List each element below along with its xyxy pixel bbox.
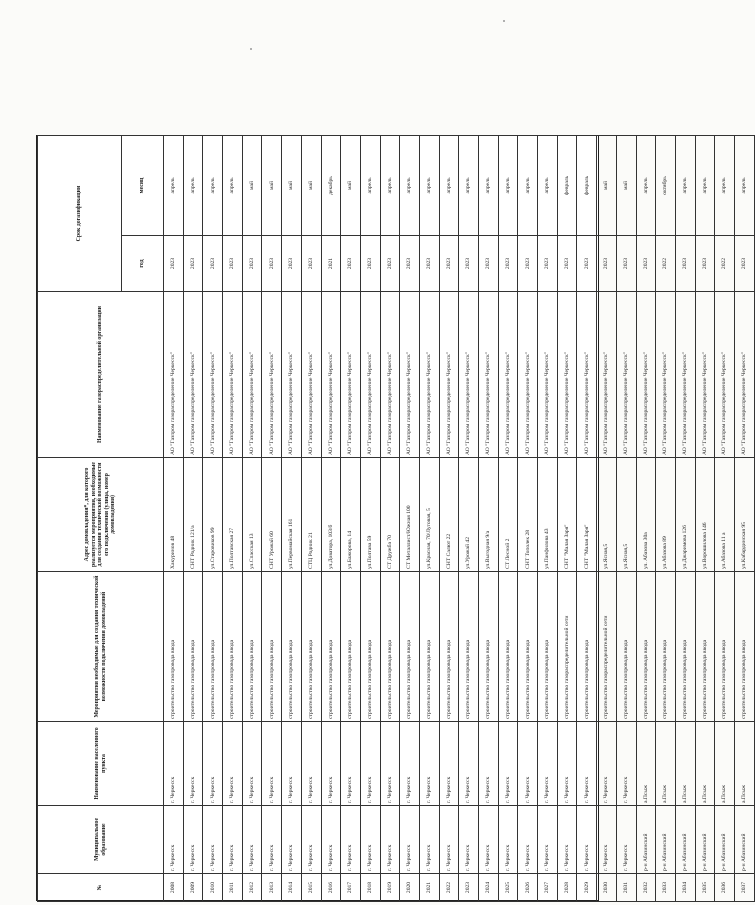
header-num: №: [38, 874, 164, 902]
cell-num: 2022: [439, 874, 459, 902]
cell-year: 2022: [715, 236, 735, 292]
cell-locality: г. Черкесск: [341, 722, 361, 806]
cell-organization: АО "Газпром газораспределение Черкесск": [479, 292, 499, 458]
cell-month: апрель: [538, 136, 558, 236]
cell-organization: АО "Газпром газораспределение Черкесск": [262, 292, 282, 458]
cell-num: 2020: [400, 874, 420, 902]
rotated-table-container: [37, 136, 748, 902]
cell-year: 2023: [183, 236, 203, 292]
cell-year: 2022: [656, 236, 676, 292]
cell-year: 2023: [695, 236, 715, 292]
header-organization: Наименование газораспределительной организации: [38, 292, 164, 458]
table-row: [538, 136, 558, 902]
cell-num: 2034: [675, 874, 695, 902]
cell-address: СТЦ Родник 21: [301, 458, 321, 572]
cell-num: 2012: [242, 874, 262, 902]
cell-month: апрель: [518, 136, 538, 236]
cell-organization: АО "Газпром газораспределение Черкесск": [636, 292, 656, 458]
cell-municipality: г. Черкесск: [360, 806, 380, 874]
cell-organization: АО "Газпром газораспределение Черкесск": [675, 292, 695, 458]
header-measures: Мероприятия необходимые для создания технической возможности подключения домовладений: [38, 572, 164, 722]
cell-month: май: [301, 136, 321, 236]
cell-month: апрель: [223, 136, 243, 236]
table-row: [282, 136, 302, 902]
cell-address: ул.Урожай 42: [459, 458, 479, 572]
cell-locality: г. Черкесск: [400, 722, 420, 806]
cell-municipality: г. Черкесск: [439, 806, 459, 874]
cell-month: апрель: [400, 136, 420, 236]
cell-measure: строительство газопровода ввода: [675, 572, 695, 722]
cell-organization: АО "Газпром газораспределение Черкесск": [734, 292, 754, 458]
cell-municipality: р-н Абазинский: [675, 806, 695, 874]
cell-municipality: г. Черкесск: [616, 806, 636, 874]
scan-speck: [250, 48, 252, 50]
cell-num: 2021: [419, 874, 439, 902]
cell-measure: строительство газораспределительной сети: [597, 572, 617, 722]
cell-municipality: г. Черкесск: [301, 806, 321, 874]
header-locality: Наименование населенного пункта: [38, 722, 164, 806]
cell-address: ул.Выгодная 9/а: [479, 458, 499, 572]
cell-locality: г. Черкесск: [439, 722, 459, 806]
cell-month: апрель: [715, 136, 735, 236]
cell-address: ул.Ясная,5: [616, 458, 636, 572]
table-row: [479, 136, 499, 902]
cell-measure: строительство газопровода ввода: [734, 572, 754, 722]
cell-measure: строительство газопровода ввода: [380, 572, 400, 722]
cell-measure: строительство газопровода ввода: [715, 572, 735, 722]
cell-municipality: г. Черкесск: [518, 806, 538, 874]
table-row: [675, 136, 695, 902]
cell-locality: г. Черкесск: [223, 722, 243, 806]
cell-num: 2030: [597, 874, 617, 902]
cell-year: 2023: [380, 236, 400, 292]
table-row: [597, 136, 617, 902]
cell-year: 2023: [341, 236, 361, 292]
cell-measure: строительство газопровода ввода: [498, 572, 518, 722]
cell-address: Хакуринов 48: [164, 458, 184, 572]
cell-year: 2023: [282, 236, 302, 292]
cell-num: 2016: [321, 874, 341, 902]
cell-municipality: г. Черкесск: [203, 806, 223, 874]
table-row: [400, 136, 420, 902]
cell-month: апрель: [734, 136, 754, 236]
cell-measure: строительство газопровода ввода: [262, 572, 282, 722]
cell-measure: строительство газопровода ввода: [301, 572, 321, 722]
cell-locality: а.Псыж: [656, 722, 676, 806]
cell-year: 2023: [577, 236, 597, 292]
cell-measure: строительство газопровода ввода: [419, 572, 439, 722]
cell-locality: г. Черкесск: [538, 722, 558, 806]
cell-month: апрель: [459, 136, 479, 236]
cell-organization: АО "Газпром газораспределение Черкесск": [715, 292, 735, 458]
table-row: [262, 136, 282, 902]
cell-locality: г. Черкесск: [282, 722, 302, 806]
cell-year: 2023: [636, 236, 656, 292]
cell-address: ул.Ворошилова 146: [695, 458, 715, 572]
cell-num: 2010: [203, 874, 223, 902]
cell-num: 2008: [164, 874, 184, 902]
table-row: [164, 136, 184, 902]
cell-locality: г. Черкесск: [419, 722, 439, 806]
cell-organization: АО "Газпром газораспределение Черкесск": [242, 292, 262, 458]
cell-address: СНТ "Малая Заря": [557, 458, 577, 572]
cell-num: 2028: [557, 874, 577, 902]
cell-measure: строительство газопровода ввода: [282, 572, 302, 722]
cell-address: ул.Джаримова 126: [675, 458, 695, 572]
cell-municipality: г. Черкесск: [538, 806, 558, 874]
table-row: [695, 136, 715, 902]
cell-year: 2023: [419, 236, 439, 292]
document-page: [36, 135, 748, 901]
table-row: [518, 136, 538, 902]
cell-locality: г. Черкесск: [479, 722, 499, 806]
cell-month: май: [282, 136, 302, 236]
cell-measure: строительство газопровода ввода: [439, 572, 459, 722]
cell-year: 2023: [400, 236, 420, 292]
cell-measure: строительство газопровода ввода: [400, 572, 420, 722]
cell-year: 2023: [360, 236, 380, 292]
cell-organization: АО "Газпром газораспределение Черкесск": [656, 292, 676, 458]
cell-organization: АО "Газпром газораспределение Черкесск": [597, 292, 617, 458]
cell-address: ул.Абазова 89: [656, 458, 676, 572]
cell-municipality: г. Черкесск: [597, 806, 617, 874]
cell-month: апрель: [439, 136, 459, 236]
cell-address: ул.Доватора, 103/б: [321, 458, 341, 572]
table-row: [734, 136, 754, 902]
cell-num: 2017: [341, 874, 361, 902]
cell-locality: г. Черкесск: [301, 722, 321, 806]
cell-address: ул.Панфилова 43: [538, 458, 558, 572]
cell-locality: г. Черкесск: [577, 722, 597, 806]
cell-year: 2023: [242, 236, 262, 292]
cell-locality: а.Псыж: [636, 722, 656, 806]
cell-organization: АО "Газпром газораспределение Черкесск": [518, 292, 538, 458]
header-address: Адрес домовладения*, для которого реализуется мероприятия, необходимые для создания технической возможности его подключения (улица, номер домовладения): [38, 458, 164, 572]
cell-locality: г. Черкесск: [262, 722, 282, 806]
cell-month: май: [262, 136, 282, 236]
cell-address: СТ Металлист/Южная 100: [400, 458, 420, 572]
cell-month: апрель: [380, 136, 400, 236]
cell-year: 2023: [734, 236, 754, 292]
cell-address: СТ Лесной 2: [498, 458, 518, 572]
cell-month: май: [597, 136, 617, 236]
cell-locality: г. Черкесск: [616, 722, 636, 806]
cell-municipality: г. Черкесск: [321, 806, 341, 874]
cell-num: 2019: [380, 874, 400, 902]
cell-measure: строительство газопровода ввода: [479, 572, 499, 722]
cell-month: апрель: [479, 136, 499, 236]
cell-address: ул.Полтавская 27: [223, 458, 243, 572]
cell-locality: г. Черкесск: [597, 722, 617, 806]
cell-locality: г. Черкесск: [321, 722, 341, 806]
cell-year: 2023: [301, 236, 321, 292]
cell-municipality: г. Черкесск: [341, 806, 361, 874]
cell-address: СТ Дружба 70: [380, 458, 400, 572]
table-row: [439, 136, 459, 902]
cell-year: 2023: [538, 236, 558, 292]
table-header: [38, 136, 164, 902]
cell-measure: строительство газопровода ввода: [341, 572, 361, 722]
header-deadline: Срок догазификации: [38, 136, 122, 292]
cell-measure: строительство газопровода ввода: [223, 572, 243, 722]
cell-address: ул. Абазова 30а: [636, 458, 656, 572]
cell-num: 2026: [518, 874, 538, 902]
cell-month: май: [242, 136, 262, 236]
cell-municipality: р-н Абазинский: [715, 806, 735, 874]
table-row: [183, 136, 203, 902]
cell-year: 2023: [479, 236, 499, 292]
table-row: [498, 136, 518, 902]
cell-num: 2032: [636, 874, 656, 902]
cell-municipality: г. Черкесск: [242, 806, 262, 874]
cell-measure: строительство газораспределительной сети: [557, 572, 577, 722]
cell-locality: г. Черкесск: [380, 722, 400, 806]
cell-month: апрель: [183, 136, 203, 236]
cell-month: апрель: [498, 136, 518, 236]
cell-measure: строительство газопровода ввода: [695, 572, 715, 722]
cell-year: 2021: [321, 236, 341, 292]
cell-num: 2018: [360, 874, 380, 902]
table-body: [164, 136, 755, 902]
cell-municipality: г. Черкесск: [282, 806, 302, 874]
header-month: месяц: [122, 136, 164, 236]
cell-measure: строительство газопровода ввода: [518, 572, 538, 722]
cell-organization: АО "Газпром газораспределение Черкесск": [419, 292, 439, 458]
cell-address: ул.Бажорова, 14: [341, 458, 361, 572]
cell-num: 2037: [734, 874, 754, 902]
table-row: [636, 136, 656, 902]
cell-measure: строительство газопровода ввода: [164, 572, 184, 722]
cell-organization: АО "Газпром газораспределение Черкесск": [695, 292, 715, 458]
gasification-table: [37, 135, 755, 902]
cell-address: СНТ Тополек 28: [518, 458, 538, 572]
cell-num: 2009: [183, 874, 203, 902]
cell-municipality: г. Черкесск: [557, 806, 577, 874]
cell-organization: АО "Газпром газораспределение Черкесск": [183, 292, 203, 458]
cell-num: 2025: [498, 874, 518, 902]
cell-year: 2023: [203, 236, 223, 292]
cell-measure: строительство газопровода ввода: [242, 572, 262, 722]
cell-num: 2013: [262, 874, 282, 902]
cell-num: 2027: [538, 874, 558, 902]
cell-year: 2023: [675, 236, 695, 292]
cell-measure: строительство газопровода ввода: [538, 572, 558, 722]
cell-num: 2033: [656, 874, 676, 902]
cell-address: ул.Абазова 11 а: [715, 458, 735, 572]
cell-num: 2031: [616, 874, 636, 902]
cell-organization: АО "Газпром газораспределение Черкесск": [538, 292, 558, 458]
cell-address: ул.Кабардинская 95: [734, 458, 754, 572]
cell-month: октябрь: [656, 136, 676, 236]
cell-locality: г. Черкесск: [183, 722, 203, 806]
cell-organization: АО "Газпром газораспределение Черкесск": [498, 292, 518, 458]
cell-year: 2023: [597, 236, 617, 292]
cell-measure: строительство газопровода ввода: [183, 572, 203, 722]
cell-organization: АО "Газпром газораспределение Черкесск": [616, 292, 636, 458]
cell-address: СНТ Родник 121/а: [183, 458, 203, 572]
cell-organization: АО "Газпром газораспределение Черкесск": [223, 292, 243, 458]
cell-locality: г. Черкесск: [242, 722, 262, 806]
cell-locality: г. Черкесск: [498, 722, 518, 806]
cell-organization: АО "Газпром газораспределение Черкесск": [380, 292, 400, 458]
cell-year: 2023: [498, 236, 518, 292]
cell-locality: а.Псыж: [734, 722, 754, 806]
cell-year: 2023: [616, 236, 636, 292]
cell-month: апрель: [636, 136, 656, 236]
cell-year: 2023: [518, 236, 538, 292]
cell-organization: АО "Газпром газораспределение Черкесск": [203, 292, 223, 458]
cell-year: 2023: [262, 236, 282, 292]
cell-num: 2023: [459, 874, 479, 902]
cell-month: декабрь: [321, 136, 341, 236]
cell-address: ул.Красная, 70/Луговая, 5: [419, 458, 439, 572]
cell-measure: строительство газопровода ввода: [360, 572, 380, 722]
table-row: [577, 136, 597, 902]
cell-municipality: г. Черкесск: [479, 806, 499, 874]
cell-address: СНТ Урожай 60: [262, 458, 282, 572]
cell-organization: АО "Газпром газораспределение Черкесск": [321, 292, 341, 458]
cell-measure: строительство газопровода ввода: [577, 572, 597, 722]
cell-month: апрель: [164, 136, 184, 236]
cell-month: апрель: [675, 136, 695, 236]
cell-month: май: [341, 136, 361, 236]
cell-organization: АО "Газпром газораспределение Черкесск": [439, 292, 459, 458]
cell-locality: г. Черкесск: [360, 722, 380, 806]
table-row: [616, 136, 636, 902]
cell-municipality: г. Черкесск: [262, 806, 282, 874]
cell-municipality: г. Черкесск: [380, 806, 400, 874]
cell-organization: АО "Газпром газораспределение Черкесск": [459, 292, 479, 458]
cell-municipality: г. Черкесск: [459, 806, 479, 874]
table-row: [459, 136, 479, 902]
cell-address: СНТ "Малая Заря": [577, 458, 597, 572]
cell-organization: АО "Газпром газораспределение Черкесск": [400, 292, 420, 458]
table-row: [360, 136, 380, 902]
cell-month: февраль: [577, 136, 597, 236]
cell-measure: строительство газопровода ввода: [656, 572, 676, 722]
cell-municipality: г. Черкесск: [183, 806, 203, 874]
cell-month: февраль: [557, 136, 577, 236]
cell-measure: строительство газопровода ввода: [203, 572, 223, 722]
cell-month: апрель: [695, 136, 715, 236]
cell-year: 2023: [459, 236, 479, 292]
cell-address: ул.Полтава 59: [360, 458, 380, 572]
cell-locality: а.Псыж: [675, 722, 695, 806]
table-row: [341, 136, 361, 902]
cell-organization: АО "Газпром газораспределение Черкесск": [301, 292, 321, 458]
cell-municipality: р-н Абазинский: [656, 806, 676, 874]
cell-address: СНТ Салют 22: [439, 458, 459, 572]
cell-num: 2024: [479, 874, 499, 902]
cell-num: 2035: [695, 874, 715, 902]
cell-year: 2023: [439, 236, 459, 292]
cell-measure: строительство газопровода ввода: [459, 572, 479, 722]
cell-municipality: г. Черкесск: [164, 806, 184, 874]
table-row: [656, 136, 676, 902]
table-row: [321, 136, 341, 902]
cell-month: апрель: [203, 136, 223, 236]
cell-month: май: [616, 136, 636, 236]
cell-locality: г. Черкесск: [557, 722, 577, 806]
table-row: [223, 136, 243, 902]
cell-organization: АО "Газпром газораспределение Черкесск": [577, 292, 597, 458]
header-municipality: Муниципальное образование: [38, 806, 164, 874]
header-year: год: [122, 236, 164, 292]
cell-num: 2014: [282, 874, 302, 902]
cell-organization: АО "Газпром газораспределение Черкесск": [341, 292, 361, 458]
cell-year: 2023: [557, 236, 577, 292]
table-row: [715, 136, 735, 902]
cell-organization: АО "Газпром газораспределение Черкесск": [164, 292, 184, 458]
cell-year: 2023: [223, 236, 243, 292]
cell-num: 2015: [301, 874, 321, 902]
cell-municipality: г. Черкесск: [577, 806, 597, 874]
cell-num: 2029: [577, 874, 597, 902]
cell-municipality: г. Черкесск: [223, 806, 243, 874]
cell-locality: г. Черкесск: [518, 722, 538, 806]
scan-speck: [503, 20, 505, 22]
table-row: [419, 136, 439, 902]
table-row: [380, 136, 400, 902]
cell-organization: АО "Газпром газораспределение Черкесск": [557, 292, 577, 458]
cell-organization: АО "Газпром газораспределение Черкесск": [360, 292, 380, 458]
cell-locality: а.Псыж: [695, 722, 715, 806]
cell-municipality: г. Черкесск: [498, 806, 518, 874]
cell-year: 2023: [164, 236, 184, 292]
cell-locality: г. Черкесск: [459, 722, 479, 806]
cell-measure: строительство газопровода ввода: [321, 572, 341, 722]
cell-locality: г. Черкесск: [203, 722, 223, 806]
table-row: [301, 136, 321, 902]
cell-address: ул.Ясная,5: [597, 458, 617, 572]
cell-municipality: р-н Абазинский: [636, 806, 656, 874]
cell-measure: строительство газопровода ввода: [616, 572, 636, 722]
cell-address: ул.Первомайская 161: [282, 458, 302, 572]
table-row: [557, 136, 577, 902]
cell-address: ул.Спасская 13: [242, 458, 262, 572]
cell-municipality: г. Черкесск: [419, 806, 439, 874]
cell-measure: строительство газопровода ввода: [636, 572, 656, 722]
cell-municipality: р-н Абазинский: [695, 806, 715, 874]
cell-address: ул.Старовиков 99: [203, 458, 223, 572]
cell-organization: АО "Газпром газораспределение Черкесск": [282, 292, 302, 458]
cell-num: 2011: [223, 874, 243, 902]
cell-municipality: р-н Абазинский: [734, 806, 754, 874]
cell-locality: г. Черкесск: [164, 722, 184, 806]
cell-num: 2036: [715, 874, 735, 902]
cell-month: апрель: [419, 136, 439, 236]
cell-municipality: г. Черкесск: [400, 806, 420, 874]
table-row: [203, 136, 223, 902]
table-row: [242, 136, 262, 902]
cell-locality: а.Псыж: [715, 722, 735, 806]
cell-month: апрель: [360, 136, 380, 236]
